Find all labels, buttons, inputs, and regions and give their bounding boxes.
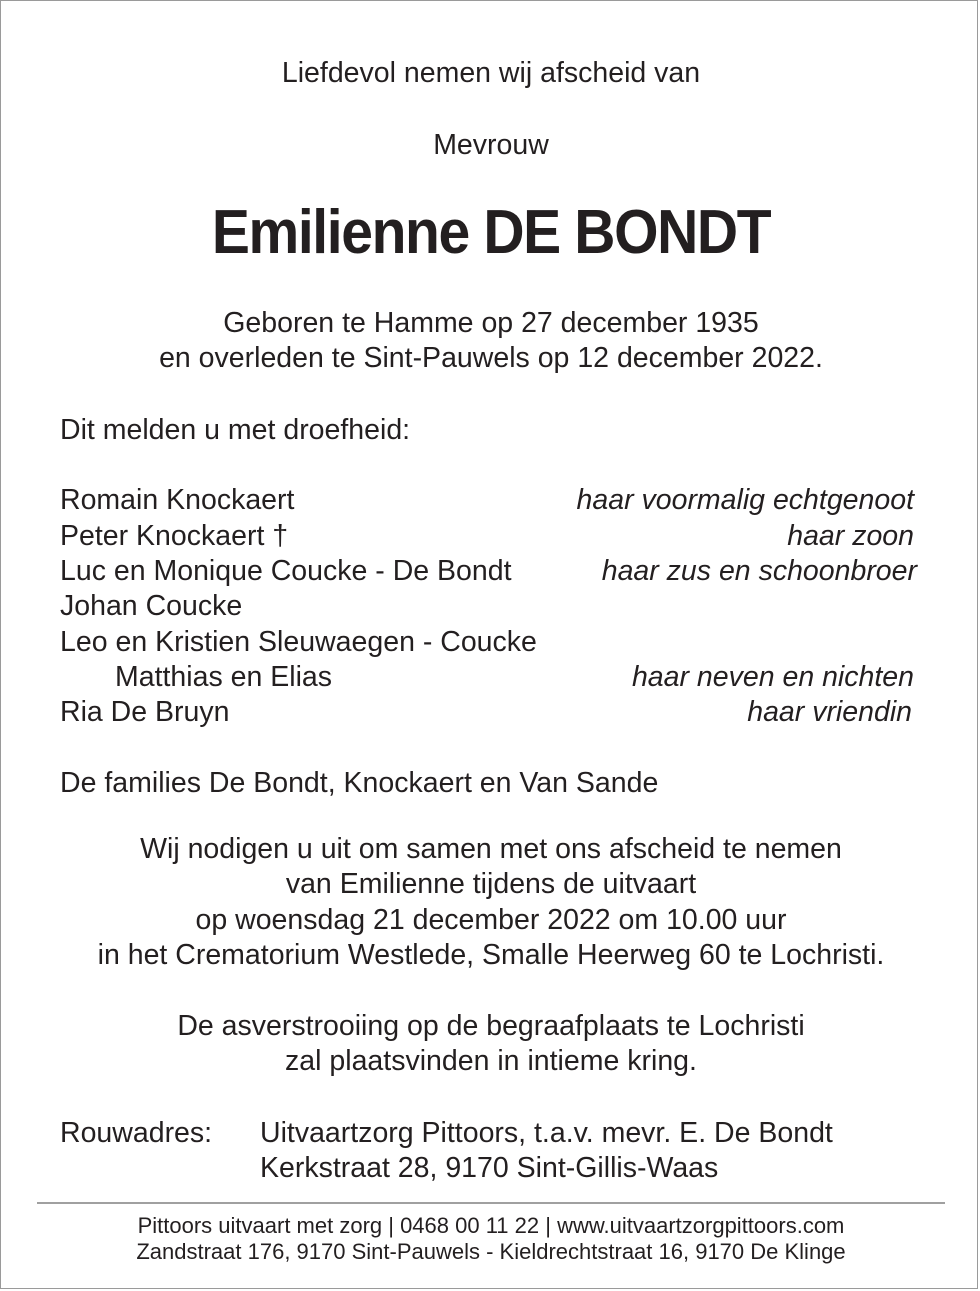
mourner-name: Romain Knockaert <box>60 484 295 516</box>
mourner-name: Luc en Monique Coucke - De Bondt <box>60 555 512 587</box>
address-line: Kerkstraat 28, 9170 Sint-Gillis-Waas <box>260 1152 719 1184</box>
address-label: Rouwadres: <box>60 1117 213 1149</box>
mourner-relation: haar zus en schoonbroer <box>601 555 917 587</box>
invitation-line: Wij nodigen u uit om samen met ons afscheid te nemen <box>140 833 842 865</box>
invitation-line: op woensdag 21 december 2022 om 10.00 uur <box>195 904 787 936</box>
mourner-relation: haar vriendin <box>747 696 912 728</box>
ashes-line: zal plaatsvinden in intieme kring. <box>285 1045 697 1077</box>
mourner-relation: haar voormalig echtgenoot <box>576 484 914 516</box>
death-line: en overleden te Sint-Pauwels op 12 december 2022. <box>159 342 823 374</box>
deceased-name: Emilienne DE BONDT <box>211 198 771 267</box>
salutation: Mevrouw <box>433 129 549 161</box>
mourner-name: Matthias en Elias <box>115 661 333 693</box>
mourner-name: Johan Coucke <box>60 590 243 622</box>
invitation-line: van Emilienne tijdens de uitvaart <box>285 868 697 900</box>
invitation-line: in het Crematorium Westlede, Smalle Heerweg 60 te Lochristi. <box>97 939 885 971</box>
birth-line: Geboren te Hamme op 27 december 1935 <box>223 307 759 339</box>
mourner-name: Leo en Kristien Sleuwaegen - Coucke <box>60 626 537 658</box>
footer-divider <box>37 1202 945 1204</box>
footer-addresses: Zandstraat 176, 9170 Sint-Pauwels - Kieldrechtstraat 16, 9170 De Klinge <box>136 1239 846 1264</box>
announce-text: Dit melden u met droefheid: <box>60 414 411 446</box>
mourner-relation: haar neven en nichten <box>631 661 914 693</box>
address-line: Uitvaartzorg Pittoors, t.a.v. mevr. E. De Bondt <box>260 1117 833 1149</box>
intro-text: Liefdevol nemen wij afscheid van <box>281 57 701 89</box>
families-text: De families De Bondt, Knockaert en Van Sande <box>60 767 659 799</box>
mourner-relation: haar zoon <box>787 520 914 552</box>
mourner-name: Peter Knockaert † <box>60 520 289 552</box>
mourner-name: Ria De Bruyn <box>60 696 230 728</box>
footer-contact: Pittoors uitvaart met zorg | 0468 00 11 22 | www.uitvaartzorgpittoors.com <box>137 1213 845 1238</box>
ashes-line: De asverstrooiing op de begraafplaats te Lochristi <box>177 1010 805 1042</box>
